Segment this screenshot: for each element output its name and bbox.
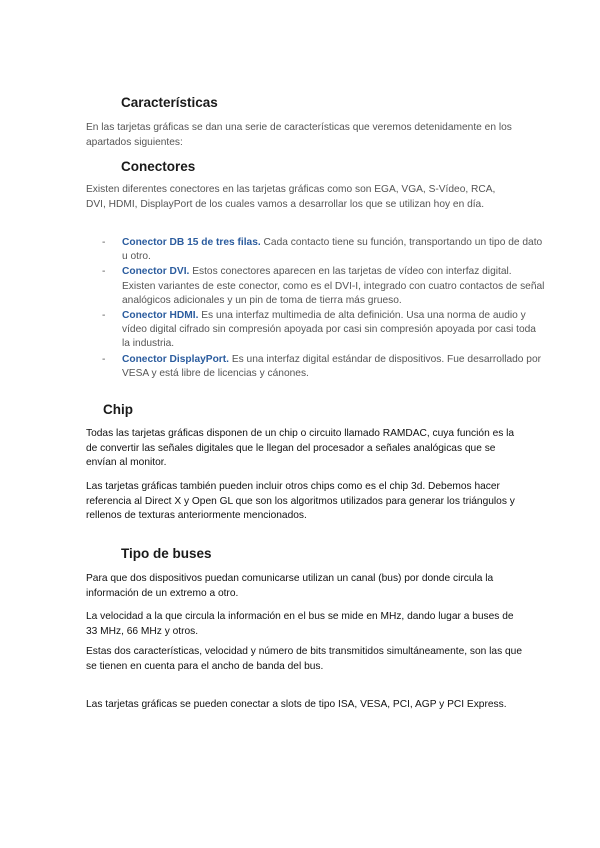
paragraph-buses-4: Las tarjetas gráficas se pueden conectar a slots de tipo ISA, VESA, PCI, AGP y PCI Express. bbox=[86, 699, 507, 710]
paragraph-chip-1: Todas las tarjetas gráficas disponen de un chip o circuito llamado RAMDAC, cuya función es la de convertir las señales digitales que le llegan del procesador a señales analógicas que se envían al monitor. bbox=[86, 428, 515, 468]
paragraph-conectores-intro: Existen diferentes conectores en las tarjetas gráficas como son EGA, VGA, S-Vídeo, RCA, DVI, HDMI, DisplayPort de los cuales vamos a desarrollar los que se utilizan hoy en día. bbox=[86, 184, 496, 210]
connector-term: Conector DisplayPort. bbox=[122, 353, 229, 365]
dash-bullet: - bbox=[102, 237, 106, 248]
heading-chip: Chip bbox=[103, 402, 133, 417]
connector-desc: Es una interfaz multimedia de alta definición. Usa una norma de audio y vídeo digital cifrado sin compresión apoyada por casi sin compresión apoyada por casi toda la industria. bbox=[122, 310, 536, 350]
list-item bbox=[86, 309, 546, 352]
paragraph-buses-3: Estas dos características, velocidad y número de bits transmitidos simultáneamente, son las que se tienen en cuenta para el ancho de banda del bus. bbox=[86, 646, 523, 672]
heading-buses: Tipo de buses bbox=[121, 546, 212, 561]
paragraph-buses-1: Para que dos dispositivos puedan comunicarse utilizan un canal (bus) por donde circula la información de un extremo a otro. bbox=[86, 573, 494, 599]
connector-term: Conector DB 15 de tres filas. bbox=[122, 237, 261, 248]
dash-bullet: - bbox=[102, 353, 106, 365]
heading-conectores: Conectores bbox=[121, 159, 196, 174]
heading-caracteristicas: Características bbox=[121, 95, 218, 110]
connector-term: Conector DVI. bbox=[122, 266, 190, 278]
list-item bbox=[86, 265, 546, 308]
connector-desc: Estos conectores aparecen en las tarjetas de vídeo con interfaz digital. Existen variantes de este conector, como es el DVI-I, integrado con cuatro contactos de señal analógicos adicionales y un pin de toma de tierra más grueso. bbox=[122, 266, 545, 306]
list-item bbox=[86, 353, 546, 381]
connector-term: Conector HDMI. bbox=[122, 310, 199, 322]
list-item bbox=[86, 236, 546, 264]
dash-bullet: - bbox=[102, 266, 106, 278]
paragraph-chip-2: Las tarjetas gráficas también pueden incluir otros chips como es el chip 3d. Debemos hacer referencia al Direct X y Open GL que son los algoritmos utilizados para generar los triángulos y rellenos de texturas anteriormente mencionados. bbox=[86, 481, 515, 521]
paragraph-buses-2: La velocidad a la que circula la información en el bus se mide en MHz, dando lugar a buses de 33 MHz, 66 MHz y otros. bbox=[86, 611, 514, 637]
dash-bullet: - bbox=[102, 310, 106, 322]
paragraph-caracteristicas: En las tarjetas gráficas se dan una serie de características que veremos detenidamente en los apartados siguientes: bbox=[86, 122, 512, 148]
connector-desc: Es una interfaz digital estándar de dispositivos. Fue desarrollado por VESA y está libre de licencias y cánones. bbox=[122, 353, 542, 379]
connector-desc: Cada contacto tiene su función, transportando un tipo de dato u otro. bbox=[122, 237, 543, 263]
connector-list bbox=[86, 236, 546, 381]
